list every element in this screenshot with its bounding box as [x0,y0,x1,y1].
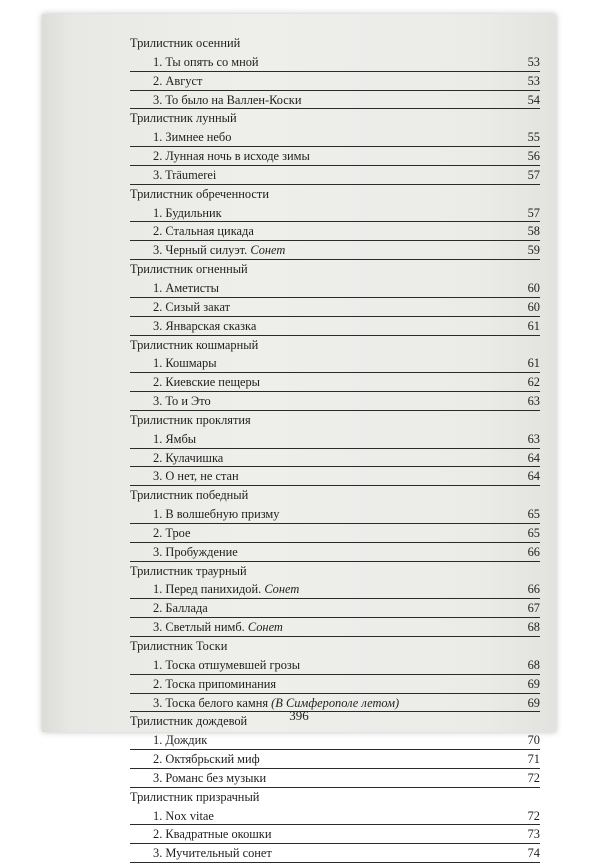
toc-entry-text: 2. Трое [153,525,191,540]
toc-group [130,185,540,260]
toc-entry [130,580,540,599]
toc-entry-page: 60 [527,299,540,314]
toc-entry-subtitle: Сонет [264,582,300,597]
toc-entry-page: 54 [527,92,540,107]
toc-entry-page: 53 [527,73,540,88]
toc-entry-title [153,206,222,220]
toc-entry-text: 3. То и Это [153,394,211,409]
toc-entry-page: 71 [527,752,540,767]
toc-entry-page: 59 [527,243,540,258]
toc-entry-title [153,469,239,483]
toc-entry-title [153,74,202,88]
toc-entry-text: 3. То было на Валлен-Коски [153,92,302,107]
toc-entry [130,449,540,468]
toc-entry-title [153,545,238,559]
toc-entry-title [153,601,208,615]
toc-entry-text: 3. Träumerei [153,167,217,182]
toc-entry-page: 64 [527,469,540,484]
toc-group-title: Трилистник победный [130,488,249,503]
toc-entry-page: 74 [527,846,540,861]
toc-entry-text: 3. Черный силуэт. [153,243,248,258]
toc-entry-page: 53 [527,54,540,69]
toc-entry [130,430,540,449]
toc-entry-page: 73 [527,827,540,842]
toc-entry-title [153,658,300,672]
toc-entry-text: 2. Кулачишка [153,450,224,465]
toc-group [130,109,540,184]
toc-entry-page: 57 [527,205,540,220]
toc-entry [130,373,540,392]
toc-entry [130,279,540,298]
toc-entry [130,524,540,543]
toc-entry [130,298,540,317]
toc-entry [130,844,540,863]
toc-entry-text: 1. В волшебную призму [153,507,280,522]
toc-entry-title [153,356,217,370]
toc-entry-text: 3. Январская сказка [153,318,257,333]
toc-entry-title [153,451,223,465]
toc-group [130,637,540,712]
toc-group-title: Трилистник огненный [130,262,248,277]
toc-group [130,788,540,863]
toc-entry-text: 3. Тоска белого камня [153,695,269,710]
toc-entry-text: 1. Nox vitae [153,808,214,823]
toc-entry [130,599,540,618]
toc-entry-page: 62 [527,375,540,390]
toc-entry [130,128,540,147]
toc-entry-page: 60 [527,280,540,295]
toc-entry [130,147,540,166]
toc-entry-page: 63 [527,394,540,409]
toc-entry-page: 55 [527,130,540,145]
toc-group-title: Трилистник Тоски [130,639,228,653]
toc-group-title: Трилистник траурный [130,563,247,578]
toc-entry-text: 2. Стальная цикада [153,224,254,239]
toc-entry-title [153,526,191,540]
toc-entry [130,675,540,694]
toc-entry-title [153,432,196,446]
toc-entry-page: 70 [527,733,540,748]
toc-group [130,260,540,335]
toc-entry-title [153,394,211,408]
toc-entry-title [153,677,276,691]
toc-entry-page: 61 [527,356,540,371]
toc-entry-title [153,243,285,257]
toc-entry-text: 3. Пробуждение [153,544,238,559]
toc-entry-text: 3. О нет, не стан [153,469,239,484]
toc-entry [130,53,540,72]
toc-entry-page: 72 [527,770,540,785]
toc-entry-text: 1. Кошмары [153,356,217,371]
toc-entry-title [153,130,231,144]
toc-entry-text: 1. Перед панихидой. [153,582,262,597]
toc-group-title: Трилистник осенний [130,36,241,50]
toc-entry [130,769,540,788]
toc-entry-text: 1. Будильник [153,205,222,220]
toc-entry-title [153,224,254,238]
toc-entry [130,543,540,562]
toc-entry-title [153,620,283,634]
toc-entry [130,317,540,336]
toc-entry-text: 1. Дождик [153,733,208,748]
toc-group-title: Трилистник кошмарный [130,337,259,352]
toc-entry-text: 2. Тоска припоминания [153,676,277,691]
toc-entry [130,750,540,769]
toc-group-title: Трилистник обреченности [130,186,269,201]
toc-entry-title [153,300,230,314]
toc-entry-subtitle: (В Симферополе летом) [271,695,400,710]
table-of-contents [130,34,540,863]
toc-entry-page: 64 [527,450,540,465]
toc-group-title: Трилистник дождевой [130,714,248,729]
toc-group [130,486,540,561]
toc-entry-text: 2. Октябрьский миф [153,752,260,767]
toc-entry-page: 69 [527,695,540,710]
toc-entry-text: 1. Ты опять со мной [153,54,259,69]
toc-entry [130,222,540,241]
toc-entry-title [153,733,207,747]
toc-group-title: Трилистник призрачный [130,789,260,804]
toc-entry-title [153,809,214,823]
toc-entry-title [153,55,259,69]
toc-entry [130,166,540,185]
toc-entry-title [153,752,260,766]
toc-entry-text: 2. Сизый закат [153,299,231,314]
toc-entry-title [153,507,279,521]
page-number: 396 [289,708,309,723]
toc-entry-page: 63 [527,431,540,446]
toc-entry-page: 68 [527,657,540,672]
toc-entry-title [153,375,260,389]
toc-entry-text: 2. Лунная ночь в исходе зимы [153,149,310,164]
toc-entry-subtitle: Сонет [250,243,286,258]
toc-entry-title [153,93,301,107]
toc-group-title: Трилистник лунный [130,111,237,126]
toc-entry-page: 56 [527,149,540,164]
toc-entry-page: 67 [527,601,540,616]
toc-entry-title [153,582,299,596]
toc-entry-page: 68 [527,620,540,635]
toc-entry-page: 65 [527,525,540,540]
toc-entry-title [153,319,256,333]
toc-entry [130,505,540,524]
toc-entry-page: 58 [527,224,540,239]
toc-entry-title [153,149,310,163]
toc-entry-page: 69 [527,676,540,691]
toc-entry-text: 1. Аметисты [153,280,219,295]
toc-entry-text: 2. Баллада [153,601,208,616]
toc-entry [130,354,540,373]
toc-entry-page: 61 [527,318,540,333]
toc-entry-text: 2. Киевские пещеры [153,375,261,390]
toc-entry-text: 3. Романс без музыки [153,770,267,785]
toc-entry-text: 3. Мучительный сонет [153,846,272,861]
toc-entry [130,392,540,411]
toc-entry [130,241,540,260]
toc-entry-page: 72 [527,808,540,823]
toc-entry-page: 57 [527,167,540,182]
toc-entry-text: 2. Квадратные окошки [153,827,272,842]
toc-group-title: Трилистник проклятия [130,412,251,427]
toc-entry [130,807,540,826]
toc-group [130,34,540,109]
toc-entry [130,72,540,91]
toc-entry-page: 65 [527,507,540,522]
toc-entry [130,731,540,750]
toc-entry-text: 1. Зимнее небо [153,130,232,145]
toc-entry-subtitle: Сонет [247,620,283,635]
toc-entry-text: 1. Ямбы [153,431,197,446]
toc-entry [130,825,540,844]
toc-entry [130,467,540,486]
toc-entry-title [153,827,271,841]
toc-group [130,411,540,486]
toc-entry [130,618,540,637]
toc-entry-text: 3. Светлый нимб. [153,620,245,635]
toc-group [130,562,540,637]
toc-entry [130,656,540,675]
toc-entry-page: 66 [527,544,540,559]
toc-entry-title [153,168,216,182]
toc-entry-text: 2. Август [153,73,203,88]
toc-entry-title [153,846,272,860]
toc-entry-page: 66 [527,582,540,597]
toc-entry-text: 1. Тоска отшумевшей грозы [153,657,301,672]
toc-entry-title [153,281,219,295]
toc-entry-title [153,771,266,785]
book-page [42,14,556,861]
toc-entry [130,204,540,223]
toc-group [130,336,540,411]
toc-entry [130,91,540,110]
